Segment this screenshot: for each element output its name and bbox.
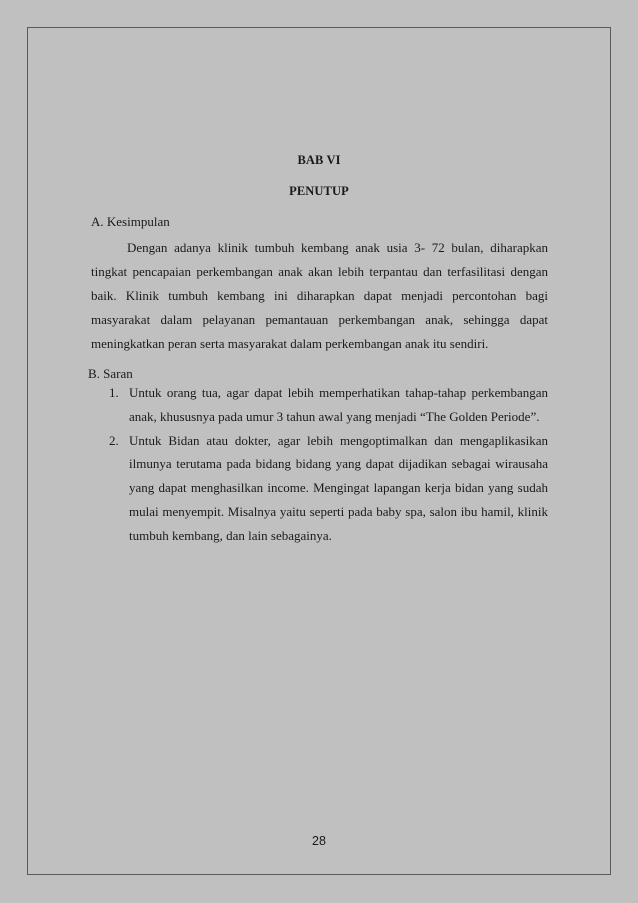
- section-b-heading: B. Saran: [88, 366, 133, 381]
- list-item: [109, 429, 548, 548]
- chapter-title: PENUTUP: [289, 184, 349, 198]
- list-item-text: Untuk Bidan atau dokter, agar lebih mengoptimalkan dan mengaplikasikan ilmunya terutama pada bidang bidang yang dapat dijadikan sebagai wirausaha yang dapat menghasilkan income. Mengingat lapangan kerja bidan yang sudah mulai menyempit. Misalnya yaitu seperti pada baby spa, salon ibu hamil, klinik tumbuh kembang, dan lain sebagainya.: [129, 432, 548, 543]
- page-number: 28: [312, 834, 326, 848]
- list-item-number: 2.: [109, 432, 119, 448]
- conclusion-paragraph: Dengan adanya klinik tumbuh kembang anak usia 3- 72 bulan, diharapkan tingkat pencapaian perkembangan anak akan lebih terpantau dan terfasilitasi dengan baik. Klinik tumbuh kembang ini diharapkan dapat menjadi percontohan bagi masyarakat dalam pelayanan pemantauan perkembangan anak, sehingga dapat meningkatkan peran serta masyarakat dalam perkembangan anak itu sendiri.: [91, 240, 548, 352]
- list-item: [109, 381, 548, 429]
- section-a-heading: A. Kesimpulan: [91, 214, 170, 229]
- list-item-text: Untuk orang tua, agar dapat lebih memperhatikan tahap-tahap perkembangan anak, khususnya pada umur 3 tahun awal yang menjadi “The Golden Periode”.: [129, 385, 548, 424]
- suggestion-list: [109, 381, 548, 548]
- list-item-number: 1.: [109, 385, 119, 400]
- chapter-heading: BAB VI: [297, 153, 341, 167]
